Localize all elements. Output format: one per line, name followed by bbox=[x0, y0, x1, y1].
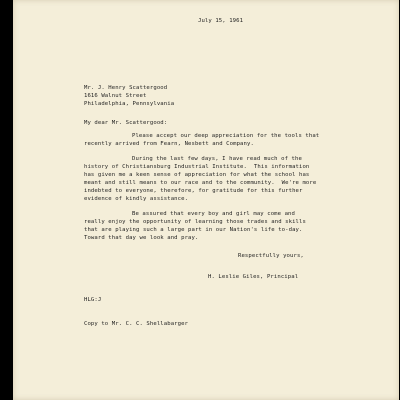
paragraph-1-line-2: recently arrived from Fearn, Nesbett and Company. bbox=[84, 141, 254, 147]
paragraph-2-line-2: history of Christiansburg Industrial Institute. This information bbox=[84, 164, 310, 170]
closing: Respectfully yours, bbox=[238, 253, 304, 259]
recipient-name: Mr. J. Henry Scattergood bbox=[84, 85, 168, 91]
paragraph-3-line-2: really enjoy the opportunity of learning those trades and skills bbox=[84, 219, 306, 225]
paragraph-2-line-5: indebted to everyone, therefore, for gratitude for this further bbox=[84, 188, 303, 194]
paragraph-1-line-1: Please accept our deep appreciation for the tools that bbox=[132, 133, 320, 139]
copy-notation: Copy to Mr. C. C. Shellabarger bbox=[84, 321, 189, 327]
paragraph-3-line-3: that are playing such a large part in our Nation's life to-day. bbox=[84, 227, 303, 233]
paragraph-2-line-3: has given me a keen sense of appreciation for what the school has bbox=[84, 172, 310, 178]
recipient-street: 1616 Walnut Street bbox=[84, 93, 147, 99]
paragraph-2-line-1: During the last few days, I have read much of the bbox=[132, 156, 302, 162]
paragraph-3-line-1: Be assured that every boy and girl may come and bbox=[132, 211, 295, 217]
typist-initials: HLG:J bbox=[84, 297, 102, 303]
paragraph-2-line-4: meant and still means to our race and to the community. We're more bbox=[84, 180, 317, 186]
salutation: My dear Mr. Scattergood: bbox=[84, 120, 168, 126]
recipient-city: Philadelphia, Pennsylvania bbox=[84, 101, 175, 107]
signature: H. Leslie Giles, Principal bbox=[208, 274, 299, 280]
letter-page bbox=[13, 0, 399, 400]
paragraph-2-line-6: evidence of kindly assistance. bbox=[84, 196, 189, 202]
letter-date: July 15, 1961 bbox=[198, 18, 244, 24]
paragraph-3-line-4: Toward that day we look and pray. bbox=[84, 235, 199, 241]
